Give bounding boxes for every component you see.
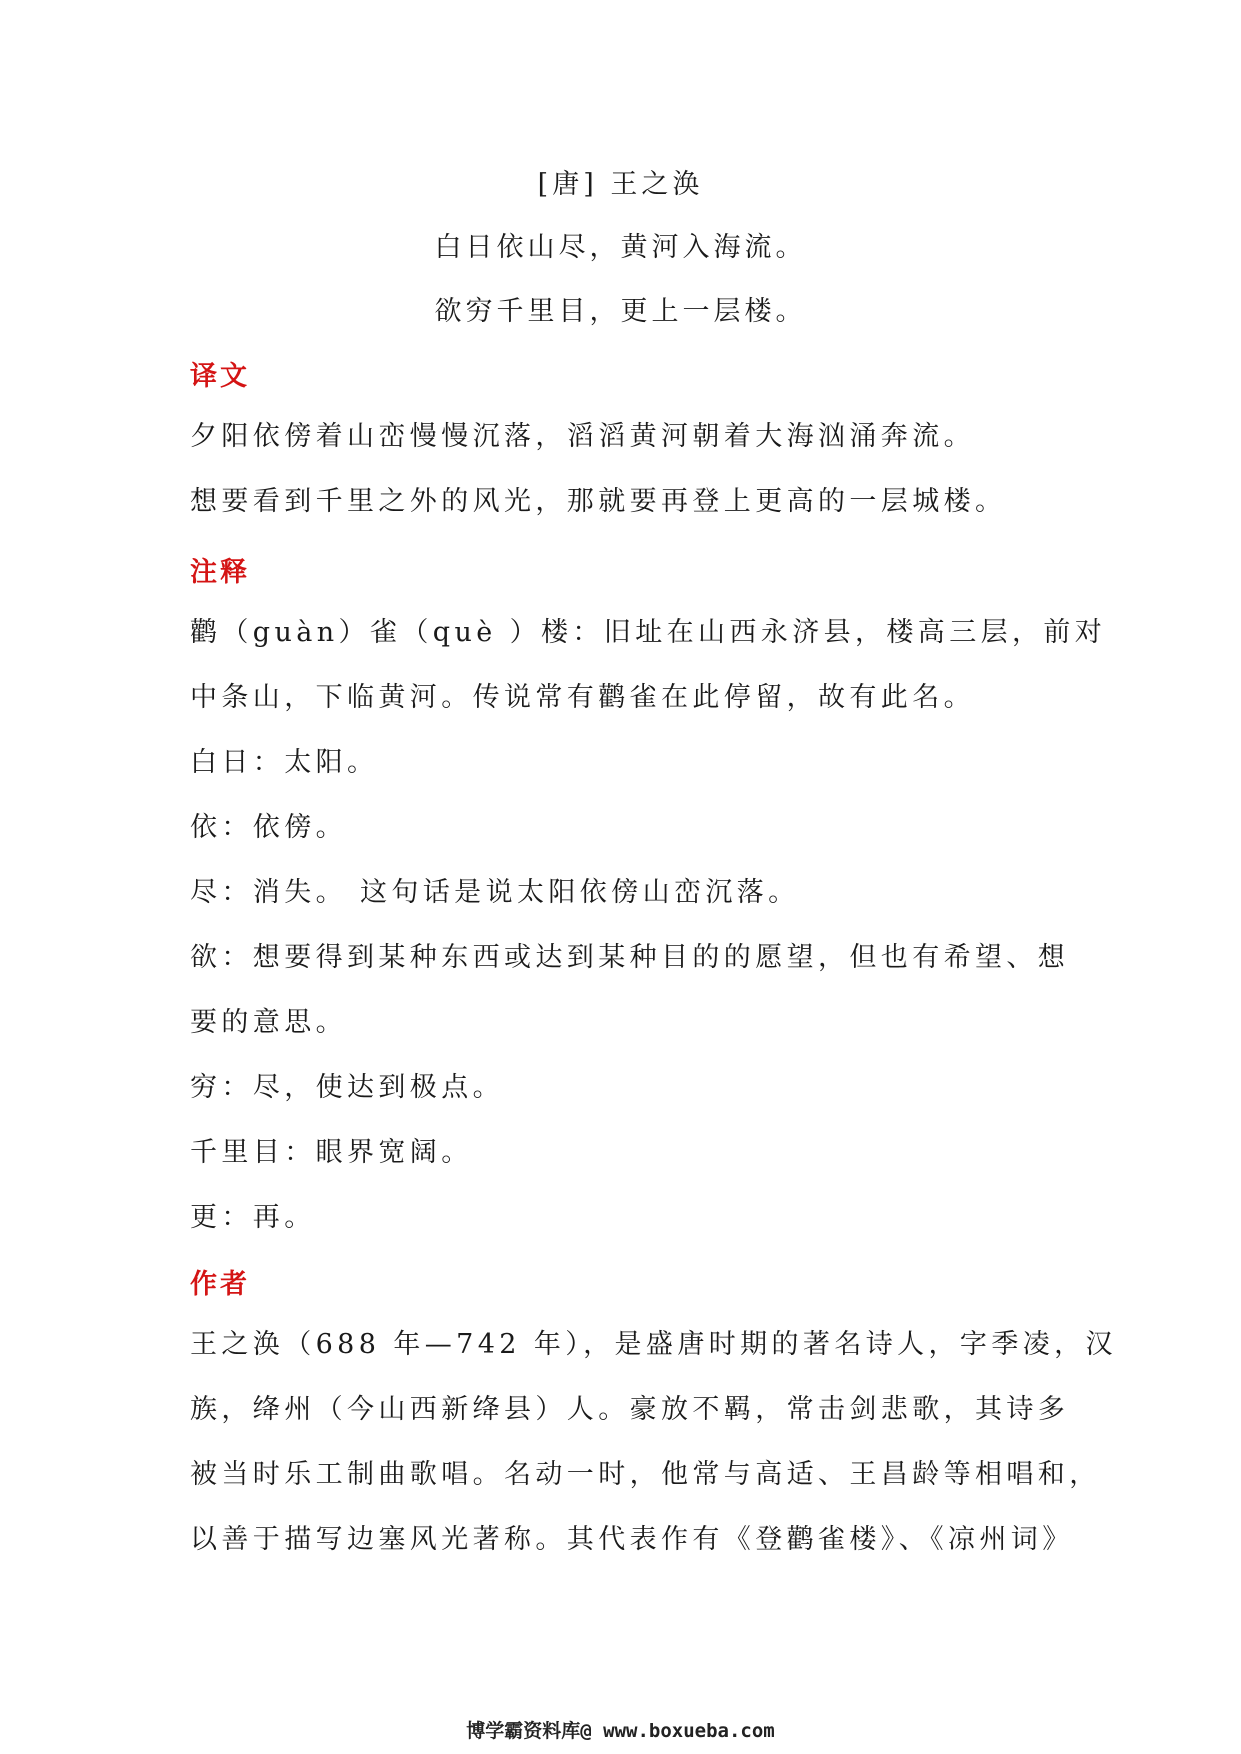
note-item-yu-line-1: 欲：想要得到某种东西或达到某种目的的愿望，但也有希望、想 — [190, 942, 1070, 973]
author-bio-line-1: 王之涣（688 年—742 年），是盛唐时期的著名诗人，字季凌，汉 — [190, 1329, 1117, 1360]
author-bio-line-2: 族，绛州（今山西新绛县）人。豪放不羁，常击剑悲歌，其诗多 — [190, 1394, 1070, 1425]
translation-heading: 译文 — [190, 361, 250, 392]
author-heading: 作者 — [190, 1269, 250, 1300]
note-item-geng: 更：再。 — [190, 1202, 316, 1233]
note-item-guanque-line-2: 中条山，下临黄河。传说常有鹳雀在此停留，故有此名。 — [190, 682, 975, 713]
notes-list — [190, 600, 1107, 1250]
poem-author-line: [唐] 王之涣 — [537, 169, 704, 200]
note-item-yi: 依：依傍。 — [190, 812, 347, 843]
poem-line-1: 白日依山尽，黄河入海流。 — [434, 232, 807, 263]
note-item-qianlimu: 千里目：眼界宽阔。 — [190, 1137, 473, 1168]
translation-line-1: 夕阳依傍着山峦慢慢沉落，滔滔黄河朝着大海汹涌奔流。 — [190, 421, 975, 452]
author-bio-line-3: 被当时乐工制曲歌唱。名动一时，他常与高适、王昌龄等相唱和， — [190, 1459, 1101, 1490]
translation-line-2: 想要看到千里之外的风光，那就要再登上更高的一层城楼。 — [190, 486, 1007, 517]
note-item-bairi: 白日：太阳。 — [190, 747, 379, 778]
note-item-qiong: 穷：尽，使达到极点。 — [190, 1072, 504, 1103]
notes-heading: 注释 — [190, 557, 250, 588]
translation-text — [190, 404, 1060, 534]
note-item-jin: 尽：消失。 这句话是说太阳依傍山峦沉落。 — [190, 877, 800, 908]
poem-line-2: 欲穷千里目，更上一层楼。 — [434, 296, 807, 327]
note-item-guanque-line-1: 鹳（guàn）雀（què ）楼：旧址在山西永济县，楼高三层，前对 — [190, 617, 1107, 648]
footer-watermark: 博学霸资料库@ www.boxueba.com — [466, 1720, 775, 1742]
author-bio-line-4: 以善于描写边塞风光著称。其代表作有《登鹳雀楼》、《凉州词》 — [190, 1524, 1074, 1555]
note-item-yu-line-2: 要的意思。 — [190, 1007, 347, 1038]
author-bio — [190, 1312, 1117, 1572]
